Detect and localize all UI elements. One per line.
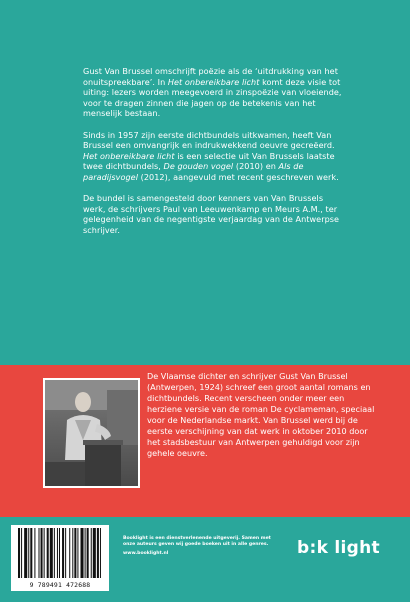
collection-title-italic: De gouden vogel: [163, 161, 234, 172]
isbn-number: 9 789491 472688: [29, 581, 91, 589]
barcode-bar: [24, 528, 27, 578]
author-photo: [43, 378, 140, 488]
booklight-logo: b:k light: [297, 538, 380, 558]
barcode-bar: [97, 528, 99, 578]
back-cover-blurb: [83, 66, 345, 246]
barcode-bar: [80, 528, 83, 578]
barcode-bar: [54, 528, 55, 578]
barcode-bar: [65, 528, 66, 578]
barcode-bar: [50, 528, 53, 578]
barcode-bar: [77, 528, 78, 578]
publisher-info: [123, 536, 283, 560]
barcode-bar: [18, 528, 20, 578]
barcode-bar: [34, 528, 35, 578]
barcode-bar: [85, 528, 86, 578]
barcode-bar: [47, 528, 49, 578]
barcode-bar: [41, 528, 43, 578]
barcode-bar: [38, 528, 39, 578]
blurb-paragraph-2: Sinds in 1957 zijn eerste dichtbundels uitkwamen, heeft Van Brussel een omvangrijk en indrukwekkend oeuvre gecreëerd. Het onbereikbare licht is een selectie uit Van Brussels laatste twee dichtbundels, De gouden vogel (2010) en Als de paradijsvogel (2012), aangevuld met recent geschreven werk.: [83, 129, 339, 182]
barcode-bar: [57, 528, 58, 578]
author-photo-image: [45, 380, 138, 486]
author-bio: De Vlaamse dichter en schrijver Gust Van Brussel (Antwerpen, 1924) schreef een groot aantal romans en dichtbundels. Recent verscheen onder meer een herziene versie van de roman De cyclameman, speciaal voor de Nederlandse markt. Van Brussel werd bij de eerste verschijning van dat werk in oktober 2010 door het stadsbestuur van Antwerpen gehuldigd voor zijn gehele oeuvre.: [147, 371, 375, 458]
barcode-bar: [69, 528, 70, 578]
barcode-bars: [18, 528, 102, 578]
barcode-bar: [87, 528, 89, 578]
publisher-url: www.booklight.nl: [123, 551, 169, 557]
isbn-barcode: [11, 525, 109, 591]
barcode-bar: [30, 528, 32, 578]
book-title-italic: Het onbereikbare licht: [167, 76, 260, 87]
barcode-bar: [74, 528, 76, 578]
barcode-bar: [93, 528, 96, 578]
book-title-italic: Het onbereikbare licht: [83, 150, 175, 161]
barcode-bar: [44, 528, 45, 578]
barcode-bar: [21, 528, 22, 578]
barcode-bar: [72, 528, 73, 578]
publisher-description: Booklight is een dienstverlenende uitgeverij. Samen met onze auteurs geven wij goede boeken uit in alle genres.: [123, 536, 271, 548]
barcode-bar: [28, 528, 29, 578]
blurb-paragraph-1: Gust Van Brussel omschrijft poëzie als de ‘uitdrukking van het onuitspreekbare’. In Het onbereikbare licht komt deze visie tot uiting: lezers worden meegevoerd in zinspoëzie van vloeiende, voor te dragen zinnen die jagen op de betekenis van het menselijk bestaan.: [83, 66, 342, 119]
barcode-bar: [62, 528, 64, 578]
barcode-bar: [100, 528, 101, 578]
barcode-bar: [59, 528, 60, 578]
collection-title-italic: Als de paradijsvogel: [83, 161, 304, 182]
barcode-bar: [91, 528, 92, 578]
blurb-paragraph-3: De bundel is samengesteld door kenners van Van Brussels werk, de schrijvers Paul van Leeuwenkamp en Meurs A.M., ter gelegenheid van de negentigste verjaardag van de Antwerpse schrijver.: [83, 193, 340, 235]
